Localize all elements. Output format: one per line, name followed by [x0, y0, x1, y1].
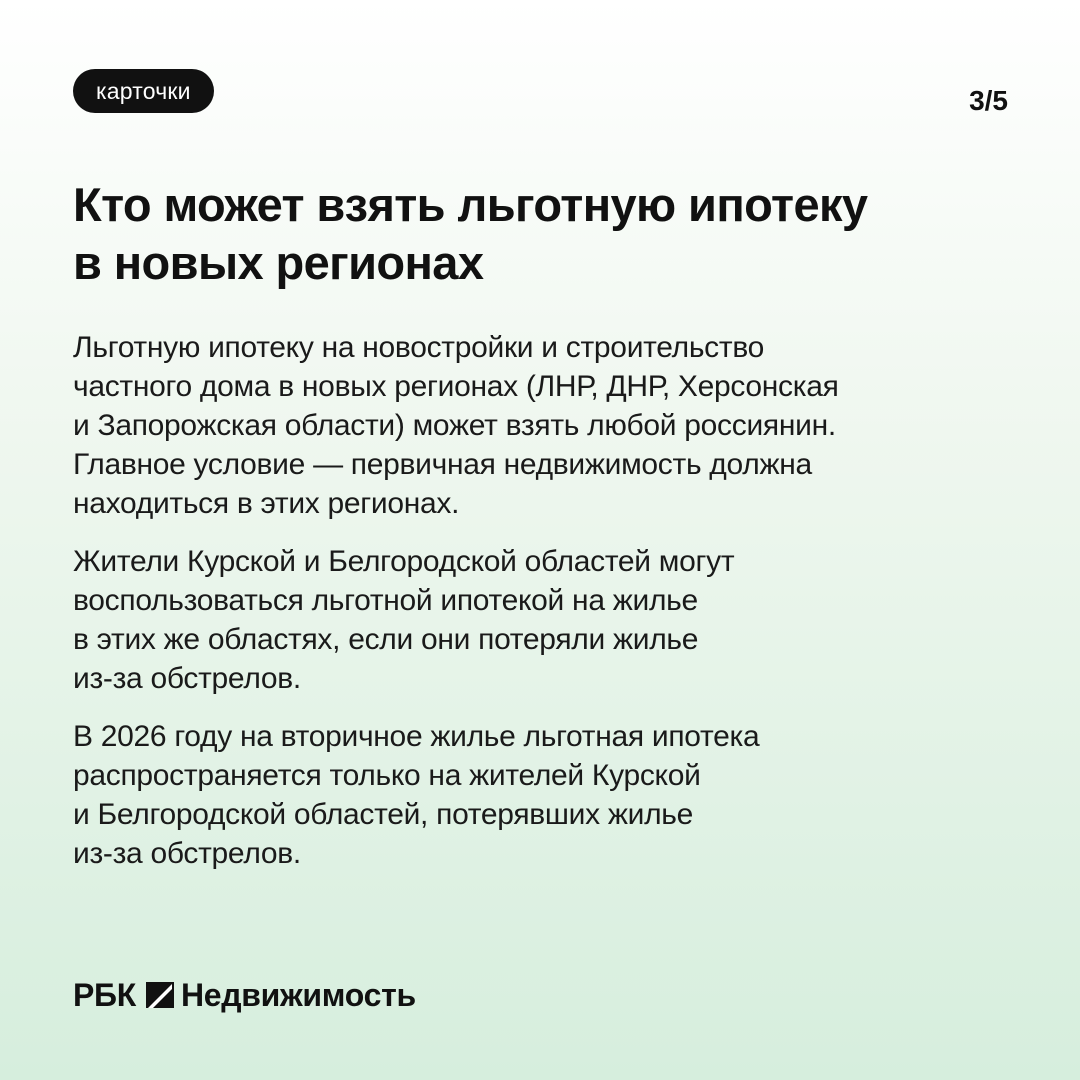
rbc-realty-logo — [73, 977, 416, 1013]
category-tag[interactable]: карточки — [73, 69, 214, 113]
paragraph-secondary-housing — [73, 717, 1013, 873]
title-line: Кто может взять льготную ипотеку — [73, 178, 868, 231]
text-line: В 2026 году на вторичное жилье льготная ипотека — [73, 720, 760, 753]
text-line: и Белгородской областей, потерявших жилье — [73, 798, 694, 831]
text-line: находиться в этих регионах. — [73, 487, 460, 520]
paragraph-new-regions — [73, 328, 1013, 523]
text-line: Жители Курской и Белгородской областей могут — [73, 545, 735, 578]
text-line: распространяется только на жителей Курской — [73, 759, 701, 792]
article-body — [73, 328, 1013, 892]
text-line: частного дома в новых регионах (ЛНР, ДНР, Херсонская — [73, 370, 839, 403]
text-line: и Запорожская области) может взять любой россиянин. — [73, 409, 836, 442]
text-line: из-за обстрелов. — [73, 662, 301, 695]
logo-text-realty: Недвижимость — [180, 977, 416, 1013]
rbc-slash-icon — [145, 981, 175, 1009]
paragraph-kursk-belgorod — [73, 542, 1013, 698]
logo-text-rbc: РБК — [73, 977, 136, 1013]
page-title — [73, 176, 973, 292]
page-counter: 3/5 — [969, 85, 1008, 116]
title-line: в новых регионах — [73, 236, 484, 289]
text-line: из-за обстрелов. — [73, 837, 301, 870]
text-line: в этих же областях, если они потеряли жилье — [73, 623, 699, 656]
text-line: воспользоваться льготной ипотекой на жилье — [73, 584, 698, 617]
text-line: Главное условие — первичная недвижимость должна — [73, 448, 812, 481]
text-line: Льготную ипотеку на новостройки и строительство — [73, 331, 765, 364]
